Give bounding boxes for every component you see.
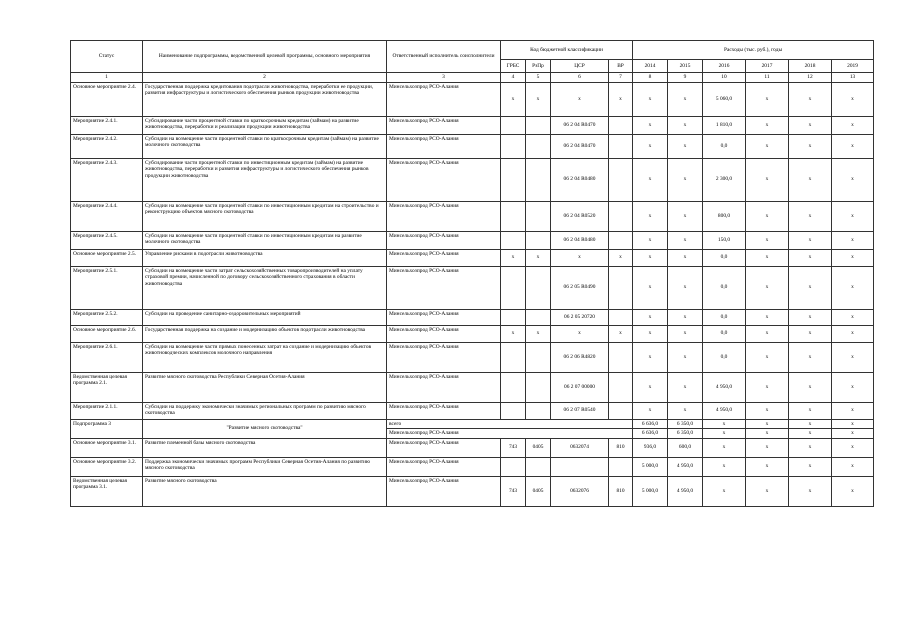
row-name: Развитие племенной базы мясного скотоводства bbox=[143, 438, 387, 457]
year-value: х bbox=[789, 402, 832, 419]
row-executor: Минсельхозпрод РСО-Алания bbox=[387, 249, 501, 266]
row-name: Управление рисками в подотрасли животноводства bbox=[143, 249, 387, 266]
code-vr bbox=[609, 266, 633, 309]
code-vr: х bbox=[609, 325, 633, 342]
year-value: х bbox=[668, 116, 703, 134]
row-name: Государственная поддержка кредитования подотрасли животноводства, переработки ее продукции, развития инфраструктуры и логистического обеспечения рынков продукции животноводства bbox=[143, 82, 387, 116]
code-rzpr bbox=[526, 372, 551, 402]
year-value: х bbox=[789, 342, 832, 372]
row-name: Субсидии на возмещение части процентной ставки по краткосрочным кредитам (займам) на развитие молочного скотоводства bbox=[143, 134, 387, 158]
code-csr: х bbox=[551, 82, 609, 116]
table-row bbox=[71, 158, 874, 201]
row-executor: Минсельхозпрод РСО-Алания bbox=[387, 342, 501, 372]
code-grbs bbox=[501, 266, 526, 309]
header-year: 2019 bbox=[832, 60, 874, 73]
year-value: х bbox=[633, 116, 668, 134]
year-value: х bbox=[633, 249, 668, 266]
table-row bbox=[71, 82, 874, 116]
code-csr: 06 2 04 R0480 bbox=[551, 158, 609, 201]
year-value: 4 950,0 bbox=[668, 457, 703, 476]
year-value: 600,0 bbox=[668, 438, 703, 457]
code-csr: х bbox=[551, 325, 609, 342]
row-executor: Минсельхозпрод РСО-Алания bbox=[387, 309, 501, 325]
code-csr: 0632076 bbox=[551, 476, 609, 506]
column-number: 12 bbox=[789, 73, 832, 83]
column-number: 3 bbox=[387, 73, 501, 83]
year-value: х bbox=[633, 82, 668, 116]
code-csr: 06 2 04 R0480 bbox=[551, 231, 609, 249]
year-value: х bbox=[633, 402, 668, 419]
header-code-grbs: ГРБС bbox=[501, 60, 526, 73]
code-rzpr bbox=[526, 201, 551, 231]
code-rzpr: 0405 bbox=[526, 476, 551, 506]
year-value: х bbox=[789, 201, 832, 231]
year-value: х bbox=[703, 457, 746, 476]
column-number: 2 bbox=[143, 73, 387, 83]
year-value: х bbox=[746, 158, 789, 201]
year-value: 6 350,0 bbox=[668, 429, 703, 439]
year-value: 5 060,0 bbox=[703, 82, 746, 116]
year-value: 5 000,0 bbox=[633, 457, 668, 476]
code-vr bbox=[609, 457, 633, 476]
year-value: х bbox=[746, 249, 789, 266]
header-code-group: Код бюджетной классификации bbox=[501, 41, 633, 60]
code-grbs: х bbox=[501, 82, 526, 116]
code-rzpr: х bbox=[526, 249, 551, 266]
code-vr bbox=[609, 116, 633, 134]
year-value: 800,0 bbox=[703, 201, 746, 231]
code-vr bbox=[609, 158, 633, 201]
year-value: х bbox=[789, 372, 832, 402]
year-value: х bbox=[668, 402, 703, 419]
year-value: 4 950,0 bbox=[668, 476, 703, 506]
header-year: 2015 bbox=[668, 60, 703, 73]
year-value: х bbox=[832, 438, 874, 457]
year-value: х bbox=[633, 372, 668, 402]
year-value: х bbox=[789, 116, 832, 134]
year-value: х bbox=[832, 372, 874, 402]
year-value: х bbox=[789, 309, 832, 325]
row-status: Ведомственная целевая программа 2.1. bbox=[71, 372, 143, 402]
column-number: 13 bbox=[832, 73, 874, 83]
header-expense-group: Расходы (тыс. руб.), годы bbox=[633, 41, 874, 60]
year-value: 150,0 bbox=[703, 231, 746, 249]
row-executor: Минсельхозпрод РСО-Алания bbox=[387, 231, 501, 249]
code-vr: х bbox=[609, 249, 633, 266]
year-value: х bbox=[789, 82, 832, 116]
year-value: х bbox=[668, 231, 703, 249]
code-vr bbox=[609, 134, 633, 158]
header-code-csr: ЦСР bbox=[551, 60, 609, 73]
row-executor: Минсельхозпрод РСО-Алания bbox=[387, 116, 501, 134]
column-number: 1 bbox=[71, 73, 143, 83]
code-csr bbox=[551, 457, 609, 476]
row-executor: Минсельхозпрод РСО-Алания bbox=[387, 201, 501, 231]
code-grbs bbox=[501, 309, 526, 325]
row-status: Мероприятие 2.4.1. bbox=[71, 116, 143, 134]
year-value: х bbox=[746, 231, 789, 249]
code-grbs bbox=[501, 158, 526, 201]
year-value: 1 810,0 bbox=[703, 116, 746, 134]
header-year: 2014 bbox=[633, 60, 668, 73]
row-name: Поддержка экономически значимых программ Республики Северная Осетия-Алания по развитию мясного скотоводства bbox=[143, 457, 387, 476]
header-executor: Ответственный исполнитель соисполнители bbox=[387, 41, 501, 73]
year-value: х bbox=[633, 231, 668, 249]
year-value: х bbox=[633, 309, 668, 325]
column-number: 11 bbox=[746, 73, 789, 83]
row-executor: Минсельхозпрод РСО-Алания bbox=[387, 457, 501, 476]
row-executor: Минсельхозпрод РСО-Алания bbox=[387, 325, 501, 342]
table-row bbox=[71, 438, 874, 457]
year-value: 936,0 bbox=[633, 438, 668, 457]
year-value: х bbox=[789, 249, 832, 266]
row-status: Мероприятие 2.1.1. bbox=[71, 402, 143, 419]
year-value: х bbox=[746, 457, 789, 476]
row-status: Мероприятие 2.5.2. bbox=[71, 309, 143, 325]
year-value: х bbox=[832, 134, 874, 158]
year-value: х bbox=[668, 249, 703, 266]
year-value: х bbox=[668, 158, 703, 201]
year-value: х bbox=[668, 201, 703, 231]
year-value: х bbox=[668, 82, 703, 116]
row-status: Ведомственная целевая программа 3.1. bbox=[71, 476, 143, 506]
year-value: х bbox=[746, 134, 789, 158]
year-value: х bbox=[703, 419, 746, 429]
row-status: Мероприятие 2.4.4. bbox=[71, 201, 143, 231]
column-number: 10 bbox=[703, 73, 746, 83]
column-number: 5 bbox=[526, 73, 551, 83]
code-grbs bbox=[501, 402, 526, 419]
year-value: 0,0 bbox=[703, 266, 746, 309]
row-executor: Минсельхозпрод РСО-Алания bbox=[387, 438, 501, 457]
year-value: 4 950,0 bbox=[703, 372, 746, 402]
year-value: х bbox=[832, 325, 874, 342]
code-vr: х bbox=[609, 82, 633, 116]
year-value: х bbox=[746, 309, 789, 325]
row-executor: Минсельхозпрод РСО-Алания bbox=[387, 402, 501, 419]
code-csr: 06 2 05 R0490 bbox=[551, 266, 609, 309]
year-value: х bbox=[746, 419, 789, 429]
year-value: 0,0 bbox=[703, 342, 746, 372]
year-value: х bbox=[789, 476, 832, 506]
code-csr: 06 2 04 R0520 bbox=[551, 201, 609, 231]
year-value: х bbox=[789, 266, 832, 309]
year-value: х bbox=[633, 158, 668, 201]
subprogram-status: Подпрограмма 3 bbox=[71, 419, 143, 438]
column-number: 8 bbox=[633, 73, 668, 83]
code-rzpr bbox=[526, 134, 551, 158]
row-executor: Минсельхозпрод РСО-Алания bbox=[387, 266, 501, 309]
code-csr: х bbox=[551, 249, 609, 266]
year-value: х bbox=[746, 266, 789, 309]
year-value: 0,0 bbox=[703, 309, 746, 325]
subprogram-name: "Развитие мясного скотоводства" bbox=[143, 419, 387, 438]
table-row bbox=[71, 266, 874, 309]
table-row bbox=[71, 231, 874, 249]
row-name: Субсидии на возмещение части процентной ставки по инвестиционным кредитам на развитие молочного скотоводства bbox=[143, 231, 387, 249]
row-executor: Минсельхозпрод РСО-Алания bbox=[387, 134, 501, 158]
code-vr bbox=[609, 342, 633, 372]
row-name: Субсидии на проведение санитарно-оздоровительных мероприятий bbox=[143, 309, 387, 325]
year-value: х bbox=[746, 342, 789, 372]
header-year: 2016 bbox=[703, 60, 746, 73]
row-name: Субсидирование части процентной ставки по инвестиционным кредитам (займам) на развитие животноводства, переработки и развития инфраструктуры и логистического обеспечения рынков продукции животноводства bbox=[143, 158, 387, 201]
code-rzpr: х bbox=[526, 325, 551, 342]
code-rzpr: х bbox=[526, 82, 551, 116]
row-status: Мероприятие 2.5.1. bbox=[71, 266, 143, 309]
year-value: 0,0 bbox=[703, 325, 746, 342]
row-name: Субсидии на возмещение части прямых понесенных затрат на создание и модернизацию объектов животноводческих комплексов молочного направления bbox=[143, 342, 387, 372]
budget-table bbox=[70, 40, 874, 507]
year-value: х bbox=[789, 231, 832, 249]
year-value: х bbox=[789, 438, 832, 457]
year-value: х bbox=[746, 402, 789, 419]
table-row bbox=[71, 372, 874, 402]
year-value: х bbox=[633, 134, 668, 158]
year-value: х bbox=[789, 419, 832, 429]
year-value: 5 000,0 bbox=[633, 476, 668, 506]
year-value: х bbox=[789, 158, 832, 201]
year-value: х bbox=[668, 309, 703, 325]
year-value: х bbox=[633, 325, 668, 342]
table-row bbox=[71, 457, 874, 476]
year-value: х bbox=[832, 419, 874, 429]
row-name: Государственная поддержка на создание и модернизацию объектов подотрасли животноводства bbox=[143, 325, 387, 342]
code-csr: 06 2 04 R0470 bbox=[551, 134, 609, 158]
row-name: Развитие мясного скотоводства Республики Северная Осетия-Алания bbox=[143, 372, 387, 402]
code-csr: 06 2 05 20720 bbox=[551, 309, 609, 325]
code-grbs: х bbox=[501, 325, 526, 342]
year-value: х bbox=[832, 402, 874, 419]
header-year: 2018 bbox=[789, 60, 832, 73]
row-status: Основное мероприятие 2.6. bbox=[71, 325, 143, 342]
code-grbs: х bbox=[501, 249, 526, 266]
code-rzpr bbox=[526, 342, 551, 372]
code-grbs bbox=[501, 342, 526, 372]
row-status: Мероприятие 2.6.1. bbox=[71, 342, 143, 372]
code-csr: 06 2 06 R4820 bbox=[551, 342, 609, 372]
code-vr bbox=[609, 231, 633, 249]
code-grbs bbox=[501, 231, 526, 249]
header-name: Наименование подпрограммы, ведомственной целевой программы, основного мероприятия bbox=[143, 41, 387, 73]
code-vr bbox=[609, 402, 633, 419]
code-rzpr bbox=[526, 231, 551, 249]
table-row bbox=[71, 134, 874, 158]
code-rzpr bbox=[526, 116, 551, 134]
row-status: Основное мероприятие 3.1. bbox=[71, 438, 143, 457]
code-csr: 06 2 04 R0470 bbox=[551, 116, 609, 134]
subprogram-executor: Минсельхозпрод РСО-Алания bbox=[387, 429, 633, 439]
code-rzpr bbox=[526, 402, 551, 419]
code-csr: 0632074 bbox=[551, 438, 609, 457]
row-name: Субсидии на возмещение части процентной ставки по инвестиционным кредитам на строительство и реконструкцию объектов мясного скотоводства bbox=[143, 201, 387, 231]
subprogram-row bbox=[71, 419, 874, 429]
year-value: х bbox=[633, 201, 668, 231]
year-value: х bbox=[832, 201, 874, 231]
row-name: Субсидирование части процентной ставки по краткосрочным кредитам (займам) на развитие животноводства, переработки и реализации продукции животноводства bbox=[143, 116, 387, 134]
year-value: х bbox=[832, 231, 874, 249]
row-executor: Минсельхозпрод РСО-Алания bbox=[387, 82, 501, 116]
year-value: х bbox=[746, 82, 789, 116]
year-value: х bbox=[703, 429, 746, 439]
subprogram-executor: всего bbox=[387, 419, 633, 429]
table-row bbox=[71, 309, 874, 325]
table-row bbox=[71, 325, 874, 342]
year-value: х bbox=[668, 372, 703, 402]
code-grbs bbox=[501, 372, 526, 402]
column-number: 6 bbox=[551, 73, 609, 83]
row-status: Мероприятие 2.4.2. bbox=[71, 134, 143, 158]
code-vr: 810 bbox=[609, 476, 633, 506]
year-value: х bbox=[668, 134, 703, 158]
year-value: х bbox=[789, 429, 832, 439]
header-year: 2017 bbox=[746, 60, 789, 73]
year-value: х bbox=[746, 438, 789, 457]
code-csr: 06 2 07 00000 bbox=[551, 372, 609, 402]
column-number: 4 bbox=[501, 73, 526, 83]
table-row bbox=[71, 342, 874, 372]
code-csr: 06 2 07 R0540 bbox=[551, 402, 609, 419]
year-value: х bbox=[746, 429, 789, 439]
year-value: х bbox=[832, 476, 874, 506]
code-grbs bbox=[501, 201, 526, 231]
row-name: Субсидии на возмещение части затрат сельскохозяйственных товаропроизводителей на уплату страховой премии, начисленной по договору сельскохозяйственного страхования в области животноводства bbox=[143, 266, 387, 309]
code-vr bbox=[609, 201, 633, 231]
year-value: 2 300,0 bbox=[703, 158, 746, 201]
year-value: х bbox=[746, 372, 789, 402]
year-value: х bbox=[832, 342, 874, 372]
header-code-vr: ВР bbox=[609, 60, 633, 73]
year-value: х bbox=[789, 457, 832, 476]
year-value: х bbox=[832, 82, 874, 116]
year-value: х bbox=[703, 476, 746, 506]
year-value: х bbox=[746, 476, 789, 506]
code-rzpr: 0405 bbox=[526, 438, 551, 457]
code-vr bbox=[609, 309, 633, 325]
year-value: х bbox=[668, 325, 703, 342]
year-value: х bbox=[789, 134, 832, 158]
table-row bbox=[71, 476, 874, 506]
year-value: х bbox=[832, 309, 874, 325]
row-executor: Минсельхозпрод РСО-Алания bbox=[387, 372, 501, 402]
year-value: х bbox=[746, 325, 789, 342]
code-grbs bbox=[501, 116, 526, 134]
year-value: 6 350,0 bbox=[668, 419, 703, 429]
year-value: х bbox=[832, 429, 874, 439]
year-value: х bbox=[832, 266, 874, 309]
row-executor: Минсельхозпрод РСО-Алания bbox=[387, 476, 501, 506]
row-status: Основное мероприятие 2.4. bbox=[71, 82, 143, 116]
row-status: Мероприятие 2.4.5. bbox=[71, 231, 143, 249]
row-executor: Минсельхозпрод РСО-Алания bbox=[387, 158, 501, 201]
year-value: 6 636,0 bbox=[633, 419, 668, 429]
year-value: х bbox=[832, 249, 874, 266]
code-grbs bbox=[501, 457, 526, 476]
header-code-rzpr: РзПр bbox=[526, 60, 551, 73]
code-grbs bbox=[501, 134, 526, 158]
code-rzpr bbox=[526, 158, 551, 201]
header-status: Статус bbox=[71, 41, 143, 73]
code-vr bbox=[609, 372, 633, 402]
year-value: х bbox=[633, 266, 668, 309]
code-rzpr bbox=[526, 457, 551, 476]
code-rzpr bbox=[526, 266, 551, 309]
year-value: х bbox=[832, 116, 874, 134]
code-grbs: 743 bbox=[501, 438, 526, 457]
year-value: 0,0 bbox=[703, 249, 746, 266]
year-value: х bbox=[746, 201, 789, 231]
code-rzpr bbox=[526, 309, 551, 325]
year-value: х bbox=[746, 116, 789, 134]
table-row bbox=[71, 116, 874, 134]
year-value: х bbox=[668, 266, 703, 309]
code-grbs: 743 bbox=[501, 476, 526, 506]
table-row bbox=[71, 402, 874, 419]
column-number: 7 bbox=[609, 73, 633, 83]
row-name: Субсидии на поддержку экономически значимых региональных программ по развитию мясного скотоводства bbox=[143, 402, 387, 419]
year-value: х bbox=[668, 342, 703, 372]
row-name: Развитие мясного скотоводства bbox=[143, 476, 387, 506]
year-value: х bbox=[832, 457, 874, 476]
table-row bbox=[71, 249, 874, 266]
year-value: х bbox=[789, 325, 832, 342]
row-status: Основное мероприятие 2.5. bbox=[71, 249, 143, 266]
year-value: х bbox=[832, 158, 874, 201]
year-value: 6 636,0 bbox=[633, 429, 668, 439]
year-value: х bbox=[633, 342, 668, 372]
row-status: Мероприятие 2.4.3. bbox=[71, 158, 143, 201]
column-number: 9 bbox=[668, 73, 703, 83]
table-row bbox=[71, 201, 874, 231]
column-number-row bbox=[71, 73, 874, 83]
row-status: Основное мероприятие 3.2. bbox=[71, 457, 143, 476]
year-value: 4 950,0 bbox=[703, 402, 746, 419]
code-vr: 810 bbox=[609, 438, 633, 457]
year-value: 0,0 bbox=[703, 134, 746, 158]
year-value: х bbox=[703, 438, 746, 457]
